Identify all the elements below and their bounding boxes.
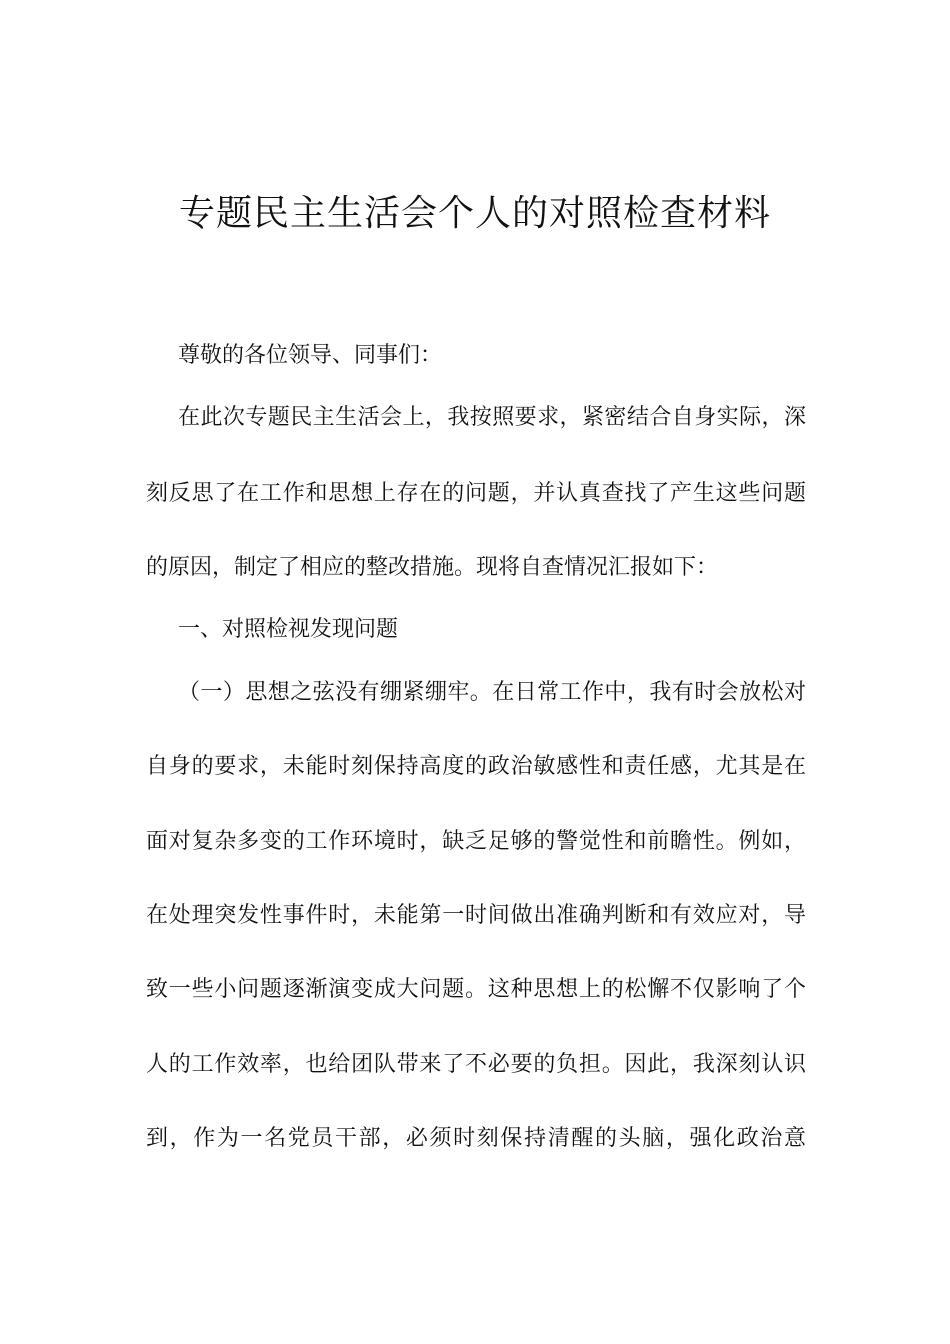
salutation: 尊敬的各位领导、同事们： [178, 343, 443, 368]
paragraph1-line2: 刻反思了在工作和思想上存在的问题，并认真查找了产生这些问题 [146, 481, 806, 506]
paragraph2-line4: 在处理突发性事件时，未能第一时间做出准确判断和有效应对，导 [146, 903, 806, 928]
paragraph2-line7: 到，作为一名党员干部，必须时刻保持清醒的头脑，强化政治意 [146, 1126, 806, 1151]
paragraph1-line3: 的原因，制定了相应的整改措施。现将自查情况汇报如下： [146, 555, 719, 580]
paragraph2-line3: 面对复杂多变的工作环境时，缺乏足够的警觉性和前瞻性。例如， [146, 829, 806, 854]
paragraph2-line6: 人的工作效率，也给团队带来了不必要的负担。因此，我深刻认识 [146, 1052, 806, 1077]
paragraph2-line2: 自身的要求，未能时刻保持高度的政治敏感性和责任感，尤其是在 [146, 754, 806, 779]
section1-heading: 一、对照检视发现问题 [178, 617, 399, 642]
document-title: 专题民主生活会个人的对照检查材料 [178, 193, 771, 234]
paragraph2-line5: 致一些小问题逐渐演变成大问题。这种思想上的松懈不仅影响了个 [146, 977, 806, 1002]
paragraph1-line1: 在此次专题民主生活会上，我按照要求，紧密结合自身实际，深 [178, 405, 806, 430]
paragraph2-line1: （一）思想之弦没有绷紧绷牢。在日常工作中，我有时会放松对 [178, 680, 806, 705]
